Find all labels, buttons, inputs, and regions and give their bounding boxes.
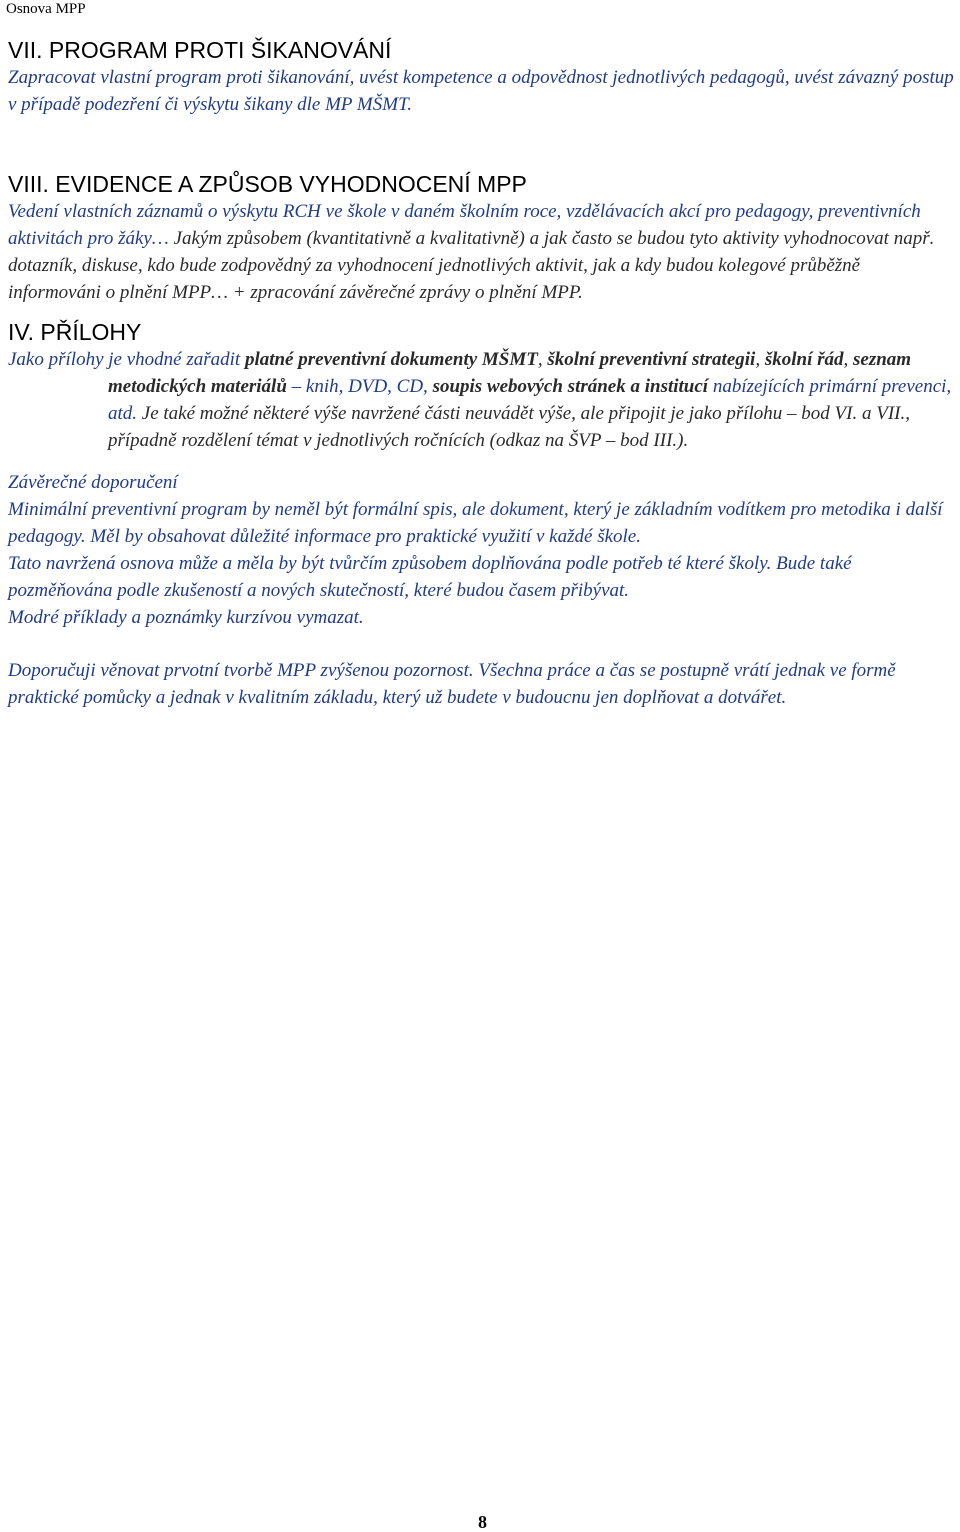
section-program-proti-sikanovani [8, 36, 954, 118]
section-text [8, 198, 954, 306]
page-content [8, 36, 954, 711]
text-run: , [537, 349, 548, 370]
paragraph: Modré příklady a poznámky kurzívou vymazat. [8, 607, 364, 628]
text-run: Je také možné některé výše navržené části neuvádět výše, ale připojit je jako přílohu – bod VI. a VII. [141, 403, 906, 424]
text-run: školní preventivní strategii [547, 349, 756, 370]
paragraph: Minimální preventivní program by neměl být formální spis, ale dokument, který je základním vodítkem pro metodika i další pedagogy. Měl by obsahovat důležité informace pro praktické využití v každé škole. [8, 499, 943, 547]
section-title [8, 469, 954, 496]
section-evidence [8, 170, 954, 306]
section-zaverecne-doporuceni [8, 469, 954, 711]
text-run: seznam metodických materiálů [108, 349, 912, 397]
page-number: 8 [478, 1512, 487, 1532]
section-heading: VIII. EVIDENCE A ZPŮSOB VYHODNOCENÍ MPP [8, 171, 527, 197]
section-heading: IV. PŘÍLOHY [8, 319, 142, 345]
title-text: Závěrečné doporučení [8, 472, 178, 493]
text-run: , [905, 403, 910, 424]
section-text: Zapracovat vlastní program proti šikanování, uvést kompetence a odpovědnost jednotlivých pedagogů, uvést závazný postup v případě podezření či výskytu šikany dle MP MŠMT. [8, 67, 954, 115]
text-run: Jakým způsobem (kvantitativně a kvalitativně) a jak často se budou tyto aktivity vyhodnocovat např. dotazník, diskuse, kdo bude zodpovědný za vyhodnocení jednotlivých aktivit, jak a kdy budou kolegové průběžně informováni o plnění MPP… + zpracování závěrečné zprávy o plnění MPP. [8, 228, 935, 303]
text-run: platné preventivní dokumenty MŠMT [244, 349, 538, 370]
section-prilohy [8, 318, 954, 454]
section-heading: VII. PROGRAM PROTI ŠIKANOVÁNÍ [8, 37, 392, 63]
text-run: soupis webových stránek a institucí [432, 376, 709, 397]
paragraph: Doporučuji věnovat prvotní tvorbě MPP zvýšenou pozornost. Všechna práce a čas se postupně vrátí jednak ve formě praktické pomůcky a jednak v kvalitním základu, který už budete v budoucnu jen doplňovat a dotvářet. [8, 660, 896, 708]
text-run: školní řád [764, 349, 844, 370]
text-run: – knih, DVD, CD, [286, 376, 433, 397]
text-run: nabízejících primární prevenci, atd. [108, 376, 952, 424]
paragraph: Tato navržená osnova může a měla by být tvůrčím způsobem doplňována podle potřeb té které školy. Bude také pozměňována podle zkušeností a nových skutečností, které budou časem přibývat. [8, 553, 852, 601]
section-text [8, 346, 954, 454]
text-run: , [755, 349, 765, 370]
text-run: případně rozdělení témat v jednotlivých ročnících (odkaz na ŠVP – bod III.). [108, 430, 689, 451]
running-header: Osnova MPP [6, 1, 86, 17]
text-run: Vedení vlastních záznamů o výskytu RCH ve škole v daném školním roce, vzdělávacích akcí pro pedagogy, preventivních aktivitách pro žáky… [8, 201, 921, 249]
text-run: , [843, 349, 853, 370]
text-run: Jako přílohy je vhodné zařadit [8, 349, 245, 370]
